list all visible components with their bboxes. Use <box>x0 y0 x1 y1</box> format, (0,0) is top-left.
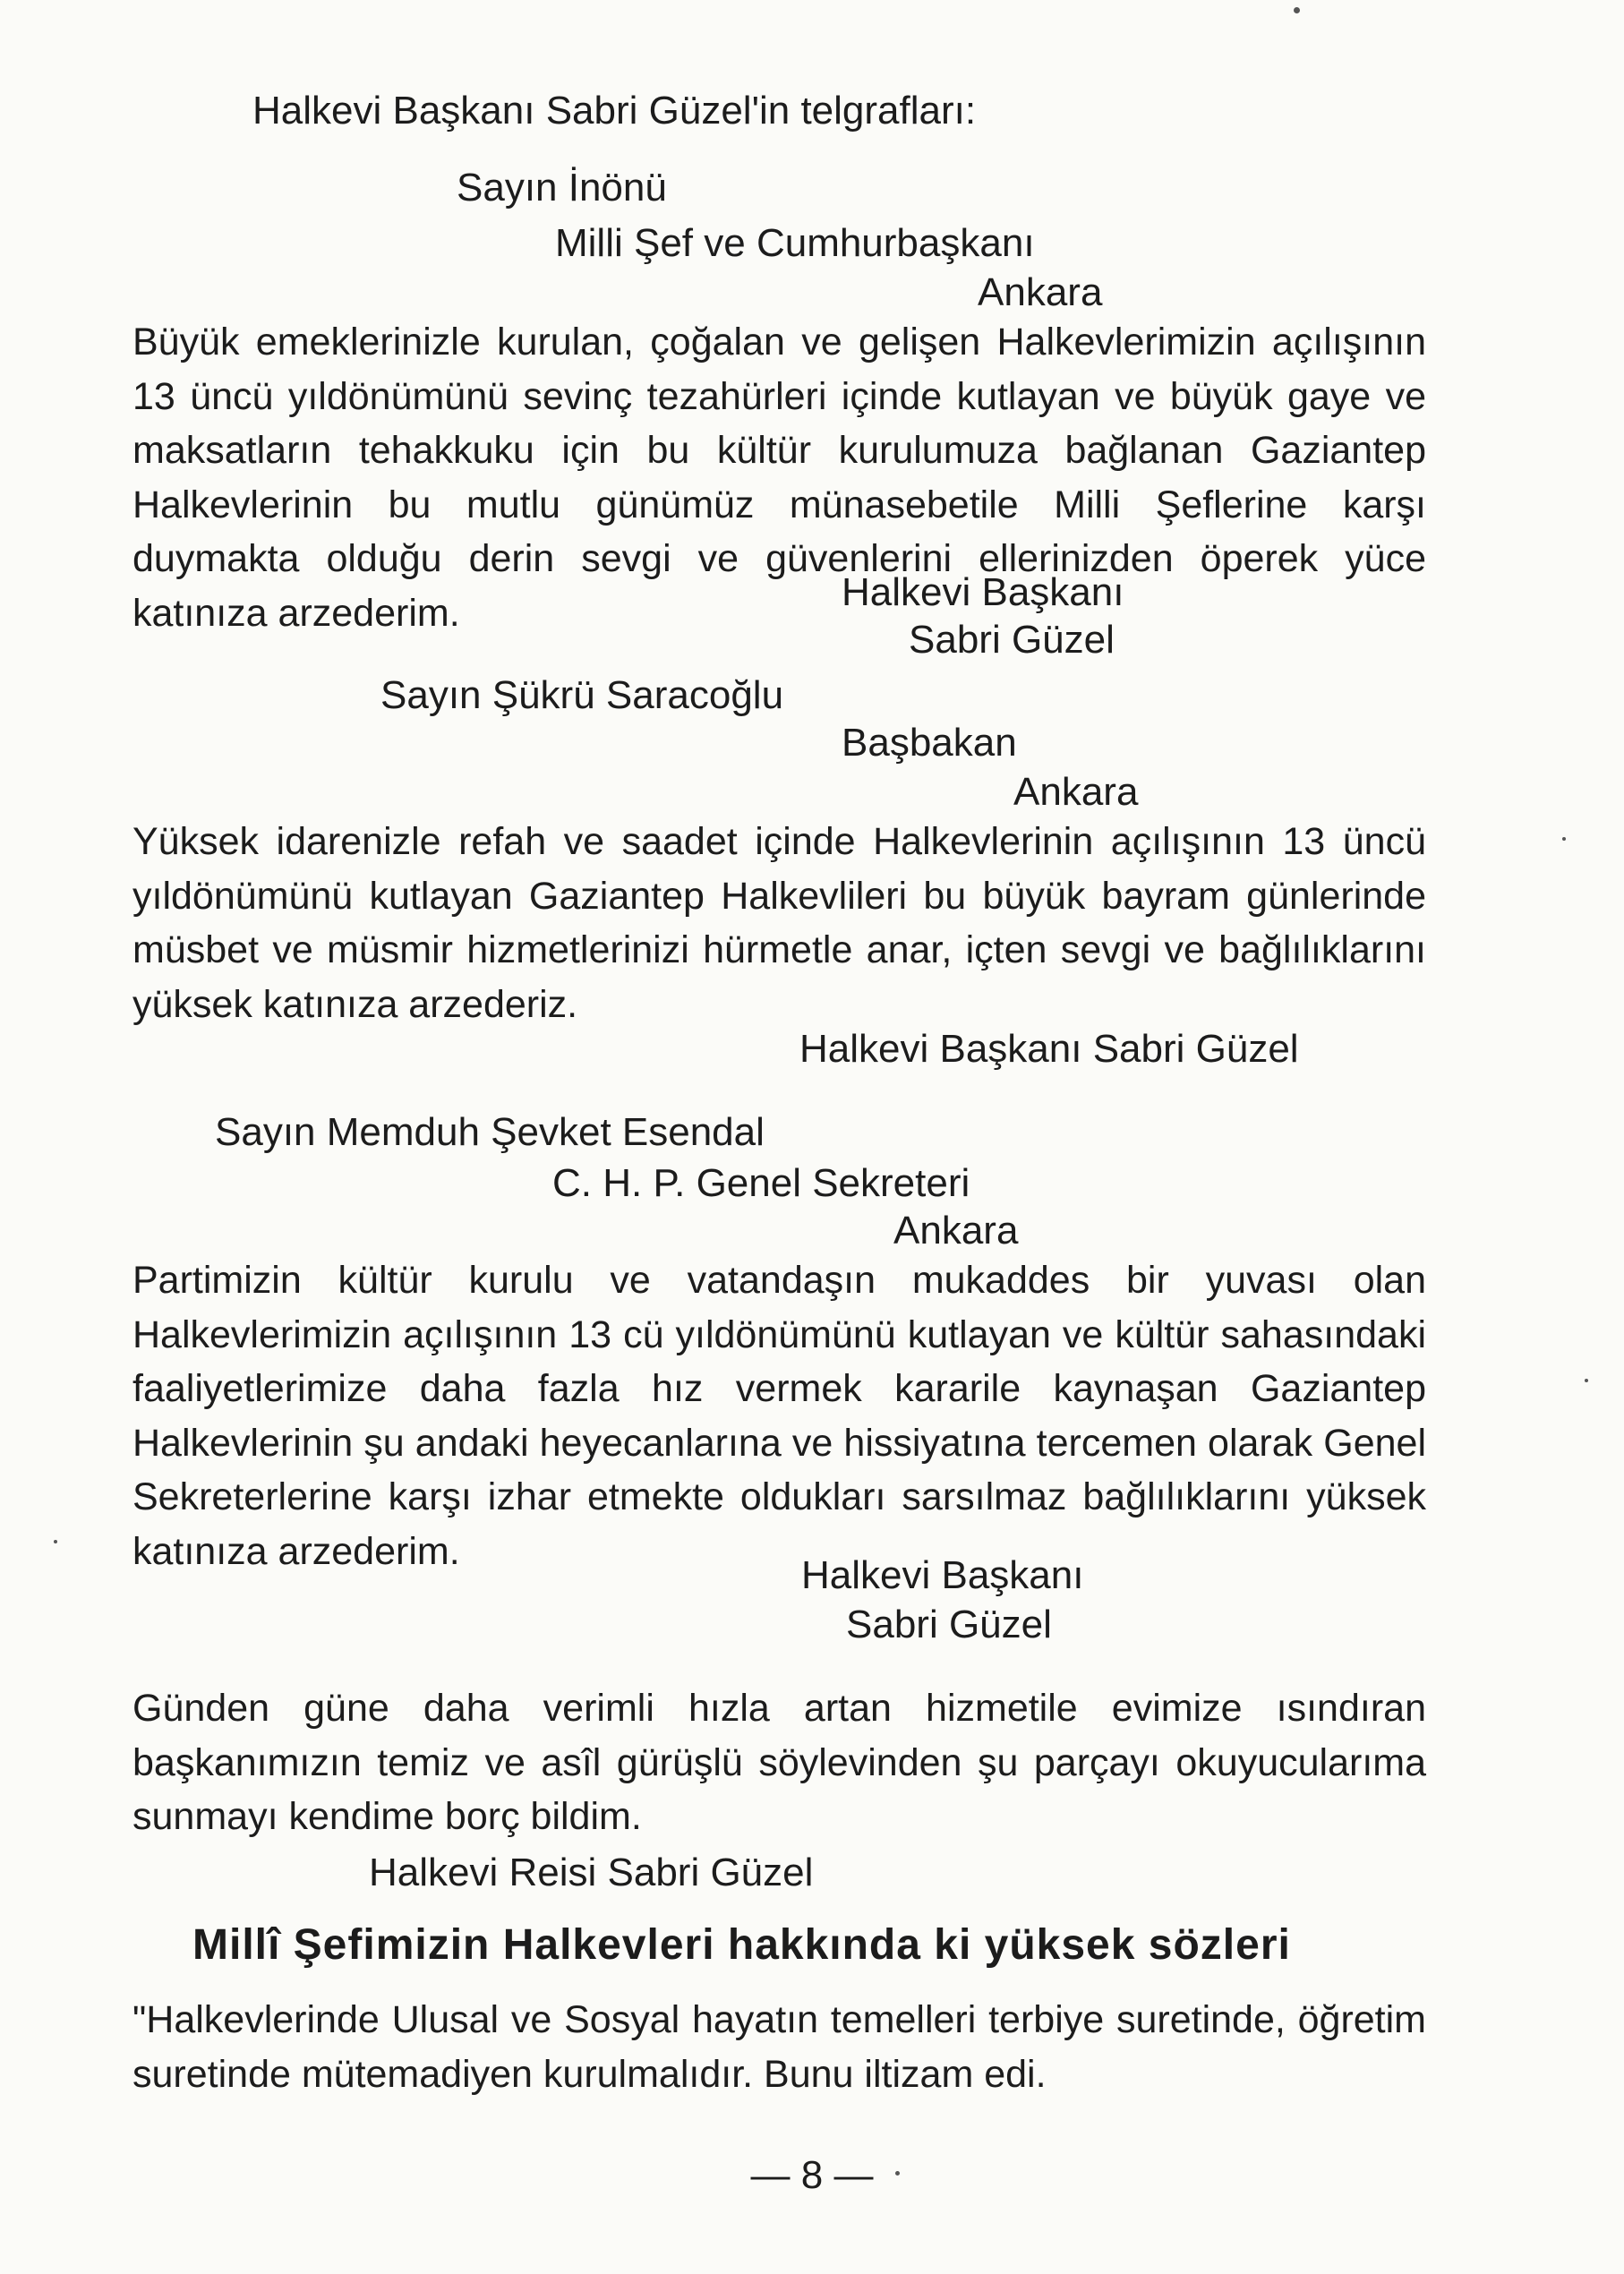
telegram3-signature-name: Sabri Güzel <box>846 1603 1052 1646</box>
telegram3-signature-title: Halkevi Başkanı <box>801 1553 1084 1597</box>
telegram1-recipient: Sayın İnönü <box>457 166 667 209</box>
telegram2-recipient: Sayın Şükrü Saracoğlu <box>380 673 784 717</box>
telegram2-title: Başbakan <box>842 721 1017 765</box>
telegrams-header: Halkevi Başkanı Sabri Güzel'in telgrafları: <box>252 89 977 133</box>
scan-speck <box>54 1540 57 1543</box>
telegram1-body: Büyük emeklerinizle kurulan, çoğalan ve gelişen Halkevlerimizin açılışının 13 üncü yıldönümünü sevinç tezahürleri içinde kutlayan ve büyük gaye ve maksatların tehakkuku için bu kültür kurulumuza bağlanan Gaziantep Halkevlerinin bu mutlu günümüz münasebetile Milli Şeflerine karşı duymakta olduğu derin sevgi ve güvenlerini ellerinizden öperek yüce katınıza arzederim. <box>132 321 1426 635</box>
telegram1-signature-name: Sabri Güzel <box>909 618 1115 662</box>
page-number: — 8 — <box>750 2153 874 2197</box>
scan-speck <box>895 2171 900 2176</box>
scan-speck <box>1562 837 1566 841</box>
telegram2-signature: Halkevi Başkanı Sabri Güzel <box>799 1027 1299 1071</box>
scan-speck <box>1294 7 1300 13</box>
telegram3-recipient: Sayın Memduh Şevket Esendal <box>215 1110 765 1154</box>
telegram3-body: Partimizin kültür kurulu ve vatandaşın mukaddes bir yuvası olan Halkevlerimizin açılışının 13 cü yıldönümünü kutlayan ve kültür sahasındaki faaliyetlerimize daha fazla hız vermek kararile kaynaşan Gaziantep Halkevlerinin şu andaki heyecanlarına ve hissiyatına tercemen olarak Genel Sekreterlerine karşı izhar etmekte oldukları sarsılmaz bağlılıklarını yüksek katınıza arzederim. <box>132 1259 1426 1573</box>
scan-speck <box>1585 1379 1588 1382</box>
telegram2-city: Ankara <box>1013 770 1139 814</box>
telegram1-title: Milli Şef ve Cumhurbaşkanı <box>555 221 1035 265</box>
quote-body: "Halkevlerinde Ulusal ve Sosyal hayatın temelleri terbiye suretinde, öğretim suretinde mütemadiyen kurulmalıdır. Bunu iltizam edi. <box>132 1998 1426 2096</box>
telegram3-city: Ankara <box>893 1209 1019 1252</box>
intro-signature: Halkevi Reisi Sabri Güzel <box>369 1851 814 1894</box>
telegram1-city: Ankara <box>978 270 1103 314</box>
telegram1-signature-title: Halkevi Başkanı <box>842 570 1124 614</box>
telegram2-body: Yüksek idarenizle refah ve saadet içinde Halkevlerinin açılışının 13 üncü yıldönümünü kutlayan Gaziantep Halkevlileri bu büyük bayram günlerinde müsbet ve müsmir hizmetlerinizi hürmetle anar, içten sevgi ve bağlılıklarını yüksek katınıza arzederiz. <box>132 820 1426 1026</box>
telegram3-title: C. H. P. Genel Sekreteri <box>552 1161 970 1205</box>
intro-body: Günden güne daha verimli hızla artan hizmetile evimize ısındıran başkanımızın temiz ve asîl gürüşlü söylevinden şu parçayı okuyucularıma sunmayı kendime borç bildim. <box>132 1687 1426 1838</box>
section-heading: Millî Şefimizin Halkevleri hakkında ki yüksek sözleri <box>192 1921 1291 1969</box>
